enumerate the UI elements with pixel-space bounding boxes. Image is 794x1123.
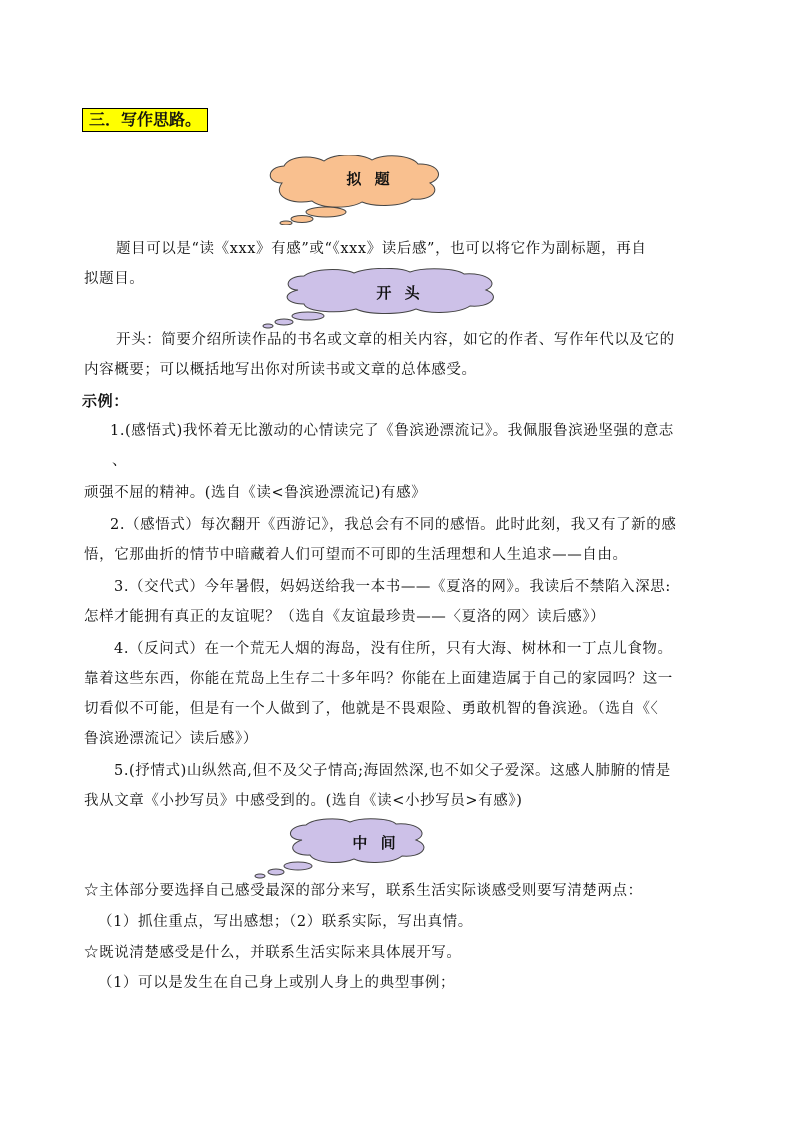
opening-paragraph-line: 开头：简要介绍所读作品的书名或文章的相关内容，如它的作者、写作年代以及它的 — [116, 332, 675, 348]
title-cloud-label: 拟 题 — [346, 170, 394, 188]
example-line: 悟，它那曲折的情节中暗藏着人们可望而不可即的生活理想和人生追求——自由。 — [84, 547, 628, 563]
middle-paragraph-line: （1）抓住重点，写出感想；（2）联系实际，写出真情。 — [98, 914, 473, 930]
example-line: 我从文章《小抄写员》中感受到的。(选自《读<小抄写员>有感》) — [84, 793, 523, 809]
example-line: 切看似不可能，但是有一个人做到了，他就是不畏艰险、勇敢机智的鲁滨逊。（选自《〈 — [84, 701, 659, 717]
title-paragraph-line: 题目可以是“读《xxx》有感”或“《xxx》读后感”，也可以将它作为副标题，再自 — [116, 241, 647, 257]
middle-paragraph-line: （1）可以是发生在自己身上或别人身上的典型事例； — [98, 975, 456, 991]
middle-cloud-shape — [240, 818, 445, 882]
title-cloud-shape — [262, 155, 452, 225]
example-line: 4.（反问式）在一个荒无人烟的海岛，没有住所，只有大海、树林和一丁点儿食物。 — [114, 641, 673, 657]
example-line: 靠着这些东西，你能在荒岛上生存二十多年吗？你能在上面建造属于自己的家园吗？这一 — [84, 671, 673, 687]
middle-paragraph-line: ☆既说清楚感受是什么，并联系生活实际来具体展开写。 — [84, 945, 462, 961]
example-line: 怎样才能拥有真正的友谊呢？（选自《友谊最珍贵——〈夏洛的网〉读后感》） — [84, 609, 606, 625]
example-line: 、 — [112, 453, 128, 469]
middle-paragraph-line: ☆主体部分要选择自己感受最深的部分来写，联系生活实际谈感受则要写清楚两点： — [84, 883, 643, 899]
example-line: 鲁滨逊漂流记〉读后感》） — [84, 731, 258, 747]
opening-paragraph-line: 内容概要；可以概括地写出你对所读书或文章的总体感受。 — [84, 362, 477, 378]
example-line: 5.(抒情式)山纵然高,但不及父子情高;海固然深,也不如父子爱深。这感人肺腑的情是 — [114, 763, 671, 779]
example-line: 顽强不屈的精神。(选自《读<鲁滨逊漂流记)有感》 — [84, 485, 427, 501]
example-line: 3.（交代式）今年暑假，妈妈送给我一本书——《夏洛的网》。我读后不禁陷入深思: — [114, 579, 671, 595]
example-line: 1.(感悟式)我怀着无比激动的心情读完了《鲁滨逊漂流记》。我佩服鲁滨逊坚强的意志 — [110, 423, 674, 439]
examples-label: 示例： — [82, 392, 129, 410]
example-line: 2.（感悟式）每次翻开《西游记》，我总会有不同的感悟。此时此刻，我又有了新的感 — [110, 517, 677, 533]
title-paragraph-line: 拟题目。 — [84, 271, 145, 287]
section-heading: 三．写作思路。 — [82, 108, 208, 132]
middle-cloud-label: 中 间 — [352, 834, 400, 852]
opening-cloud-label: 开 头 — [376, 284, 424, 302]
